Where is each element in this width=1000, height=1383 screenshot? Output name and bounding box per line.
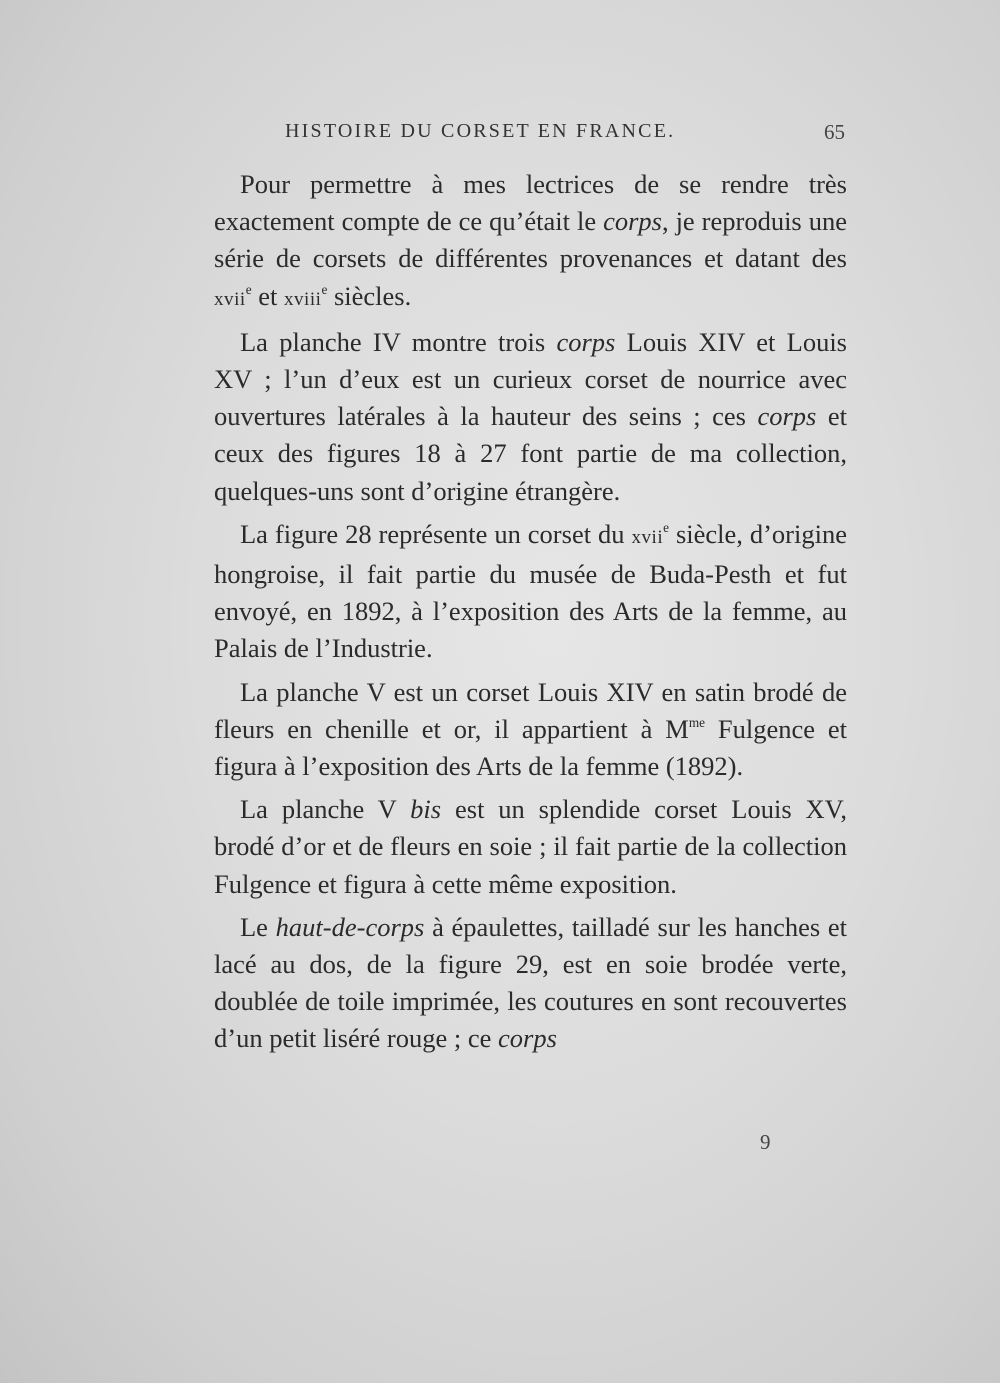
paragraph (214, 674, 847, 786)
text-segment: La planche V (240, 794, 411, 825)
century-numeral: xviii (283, 288, 322, 310)
text-segment: La figure 28 représente un corset du (240, 518, 632, 549)
page-header (285, 120, 845, 150)
superscript: e (321, 281, 328, 297)
running-title: HISTOIRE DU CORSET EN FRANCE. (285, 120, 676, 142)
italic-term: corps (603, 206, 662, 237)
superscript: e (245, 281, 252, 297)
text-segment: et ceux des figures 18 à 27 font partie de ma collection, quelques-uns sont d’origine étrangère. (214, 401, 847, 506)
text-segment: Le (240, 911, 276, 942)
italic-term: bis (410, 794, 442, 825)
superscript: e (663, 519, 670, 535)
paragraph (214, 324, 847, 510)
paragraph (214, 166, 847, 318)
century-numeral: xvii (631, 526, 664, 548)
text-segment: est un splendide corset Louis XV, brodé d’or et de fleurs en soie ; il fait partie de la collection Fulgence et figura à cette même exposition. (214, 794, 847, 899)
superscript: me (688, 714, 706, 730)
text-segment: , je reproduis une série de corsets de différentes provenances et datant des (214, 206, 847, 274)
text-segment: siècles. (327, 280, 412, 311)
text-segment: Pour permettre à mes lectrices de se rendre très exactement compte de ce qu’était le (214, 169, 847, 237)
paragraph (214, 791, 847, 903)
page-number: 65 (824, 120, 845, 144)
text-segment: La planche V est un corset Louis XIV en satin brodé de fleurs en chenille et or, il appartient à M (214, 676, 847, 744)
paragraph (214, 909, 847, 1058)
text-segment: à épaulettes, tailladé sur les hanches et lacé au dos, de la figure 29, est en soie brodée verte, doublée de toile imprimée, les coutures en sont recouvertes d’un petit liséré rouge ; ce (214, 911, 847, 1054)
text-segment: Louis XIV et Louis XV ; l’un d’eux est un curieux corset de nourrice avec ouvertures latérales à la hauteur des seins ; ces (214, 326, 847, 432)
body-text (214, 166, 847, 1058)
text-segment: Fulgence et figura à l’exposition des Arts de la femme (1892). (214, 713, 848, 782)
text-segment: La planche IV montre trois (240, 326, 557, 357)
century-numeral: xvii (214, 288, 246, 310)
signature-mark: 9 (760, 1130, 771, 1154)
paragraph (214, 516, 847, 668)
italic-term: corps (556, 326, 616, 357)
italic-term: corps (757, 401, 817, 432)
text-segment: siècle, d’origine hongroise, il fait partie du musée de Buda-Pesth et fut envoyé, en 1892, à l’exposition des Arts de la femme, au Palais de l’Industrie. (214, 518, 847, 664)
text-segment: et (251, 280, 284, 311)
italic-term: haut-de-corps (275, 911, 425, 942)
italic-term: corps (498, 1023, 557, 1054)
